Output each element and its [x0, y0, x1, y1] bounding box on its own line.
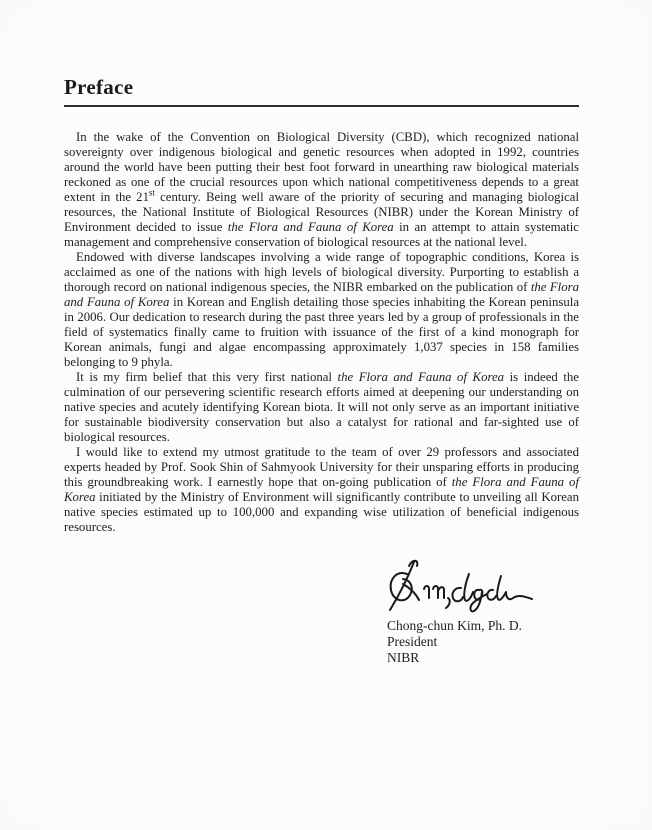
- signatory-name: Chong-chun Kim, Ph. D.: [387, 618, 522, 633]
- signature-block: [387, 556, 587, 666]
- signatory-title: President: [387, 634, 438, 649]
- title-rule: [64, 105, 579, 107]
- paragraph: Endowed with diverse landscapes involving a wide range of topographic conditions, Korea is acclaimed as one of the nations with high levels of biological diversity. Purporting to establish a thorough record on national indigenous species, the NIBR embarked on the publication of the Flora and Fauna of Korea in Korean and English detailing those species inhabiting the Korean peninsula in 2006. Our dedication to research during the past three years led by a group of professionals in the field of systematics finally came to fruition with issuance of the first of a kind monograph for Korean animals, fungi and algae encompassing approximately 1,037 species in 158 families belonging to 9 phyla.: [64, 250, 579, 369]
- handwritten-signature-image: [383, 556, 535, 614]
- preface-section: [64, 76, 579, 535]
- signatory-organization: NIBR: [387, 650, 420, 665]
- paragraph: I would like to extend my utmost gratitude to the team of over 29 professors and associated experts headed by Prof. Sook Shin of Sahmyook University for their unsparing efforts in producing this groundbreaking work. I earnestly hope that on-going publication of the Flora and Fauna of Korea initiated by the Ministry of Environment will significantly contribute to unveiling all Korean native species estimated up to 100,000 and expanding wise utilization of beneficial indigenous resources.: [64, 445, 580, 534]
- preface-body: [64, 130, 579, 535]
- paragraph: In the wake of the Convention on Biological Diversity (CBD), which recognized national sovereignty over indigenous biological and genetic resources when adopted in 1992, countries around the world have been putting their best foot forward in unearthing raw biological materials reckoned as one of the crucial resources upon which national competitiveness depends to a great extent in the 21st century. Being well aware of the priority of securing and managing biological resources, the National Institute of Biological Resources (NIBR) under the Korean Ministry of Environment decided to issue the Flora and Fauna of Korea in an attempt to attain systematic management and comprehensive conservation of biological resources at the national level.: [64, 130, 580, 249]
- page-title: Preface: [64, 75, 134, 99]
- paragraph: It is my firm belief that this very first national the Flora and Fauna of Korea is indeed the culmination of our persevering scientific research efforts aimed at deepening our understanding on native species and acutely identifying Korean biota. It will not only serve as an important initiative for sustainable biodiversity conservation but also a catalyst for rational and far-sighted use of biological resources.: [64, 370, 579, 444]
